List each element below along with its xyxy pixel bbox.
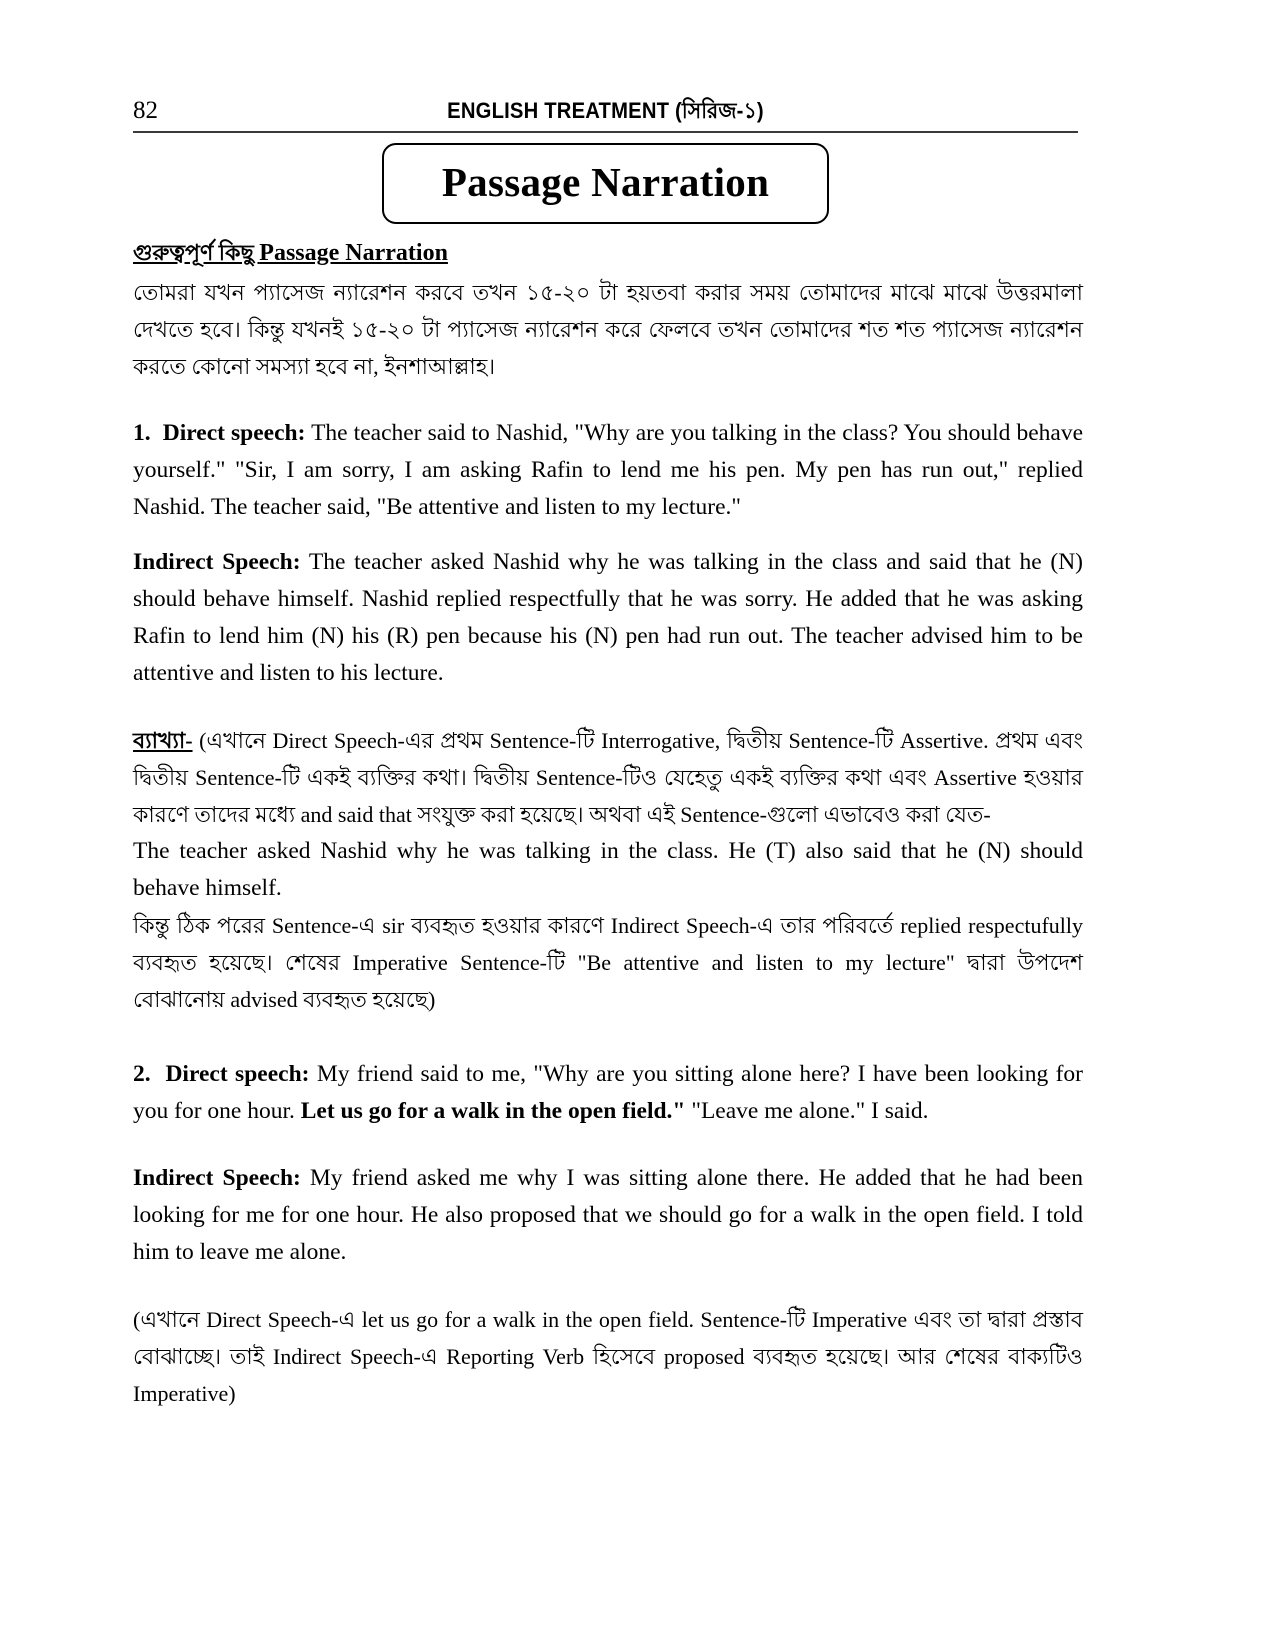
item-1-direct-label: Direct speech: (162, 420, 306, 446)
page-content (133, 238, 1083, 1412)
item-1-indirect-speech (133, 544, 1083, 692)
item-1-indirect-text: The teacher asked Nashid why he was talking in the class and said that he (N) should behave himself. Nashid replied respectfully that he was sorry. He added that he was asking Rafin to lend him (N) his (R) pen because his (N) pen had run out. The teacher advised him to be attentive and listen to his lecture. (133, 549, 1083, 686)
spacer (133, 526, 1083, 544)
spacer (133, 1018, 1083, 1056)
header-divider (133, 131, 1078, 133)
chapter-title-container (133, 143, 1078, 224)
intro-paragraph: তোমরা যখন প্যাসেজ ন্যারেশন করবে তখন ১৫-২০ টা হয়তবা করার সময় তোমাদের মাঝে মাঝে উত্তরমালা দেখতে হবে। কিন্তু যখনই ১৫-২০ টা প্যাসেজ ন্যারেশন করে ফেলবে তখন তোমাদের শত শত প্যাসেজ ন্যারেশন করতে কোনো সমস্যা হবে না, ইনশাআল্লাহ। (133, 280, 1083, 379)
item-2-direct-text-bold: Let us go for a walk in the open field." (300, 1098, 686, 1124)
item-1-explanation-3: কিন্তু ঠিক পরের Sentence-এ sir ব্যবহৃত হওয়ার কারণে Indirect Speech-এ তার পরিবর্তে replied respectufully ব্যবহৃত হয়েছে। শেষের Imperative Sentence-টি "Be attentive and listen to my lecture" দ্বারা উপদেশ বোঝানোয় advised ব্যবহৃত হয়েছে) (133, 913, 1083, 1012)
page-number: 82 (133, 97, 158, 124)
running-header (133, 96, 1078, 132)
item-2-indirect-label: Indirect Speech: (133, 1165, 301, 1191)
item-1-indirect-label: Indirect Speech: (133, 549, 301, 575)
item-1-explanation-2: The teacher asked Nashid why he was talking in the class. He (T) also said that he (N) should behave himself. (133, 838, 1083, 901)
intro-heading (133, 238, 1083, 268)
item-2-direct-text-b: "Leave me alone." I said. (685, 1098, 929, 1124)
item-2-indirect-speech (133, 1160, 1083, 1271)
item-1-explain-label: ব্যাখ্যা- (133, 728, 193, 753)
item-1-number: 1. (133, 420, 151, 446)
intro-heading-bn: গুরুত্বপূর্ণ কিছু (133, 240, 260, 265)
item-1-explain-text-1: (এখানে Direct Speech-এর প্রথম Sentence-টি Interrogative, দ্বিতীয় Sentence-টি Assertive. প্রথম এবং দ্বিতীয় Sentence-টি একই ব্যক্তির কথা। দ্বিতীয় Sentence-টিও যেহেতু একই ব্যক্তির কথা এবং Assertive হওয়ার কারণে তাদের মধ্যে and said that সংযুক্ত করা হয়েছে। অথবা এই Sentence-গুলো এভাবেও করা যেত- (133, 728, 1083, 827)
spacer (133, 385, 1083, 415)
item-2-indirect-text: My friend asked me why I was sitting alone there. He added that he had been looking for me for one hour. He also proposed that we should go for a walk in the open field. I told him to leave me alone. (133, 1165, 1083, 1265)
book-title: ENGLISH TREATMENT (সিরিজ-১) (447, 98, 764, 123)
item-1-direct-speech (133, 415, 1083, 526)
spacer (133, 692, 1083, 722)
spacer (133, 1130, 1083, 1160)
intro-heading-en: Passage Narration (259, 240, 448, 266)
item-2-direct-speech (133, 1056, 1083, 1130)
item-2-explanation: (এখানে Direct Speech-এ let us go for a walk in the open field. Sentence-টি Imperative এবং তা দ্বারা প্রস্তাব বোঝাচ্ছে। তাই Indirect Speech-এ Reporting Verb হিসেবে proposed ব্যবহৃত হয়েছে। আর শেষের বাক্যটিও Imperative) (133, 1307, 1083, 1406)
item-2-direct-text-a: My friend said to me, "Why are you sitting alone here? I have been looking for you for one hour. (133, 1061, 1084, 1124)
item-1-explanation-1 (133, 722, 1083, 833)
chapter-title: Passage Narration (441, 159, 770, 205)
item-2-direct-label: Direct speech: (165, 1061, 310, 1087)
spacer (133, 1271, 1083, 1301)
item-2-number: 2. (133, 1061, 151, 1087)
chapter-title-box (382, 143, 829, 224)
item-1-direct-text: The teacher said to Nashid, "Why are you talking in the class? You should behave yourself." "Sir, I am sorry, I am asking Rafin to lend me his pen. My pen has run out," replied Nashid. The teacher said, "Be attentive and listen to my lecture." (133, 420, 1084, 520)
